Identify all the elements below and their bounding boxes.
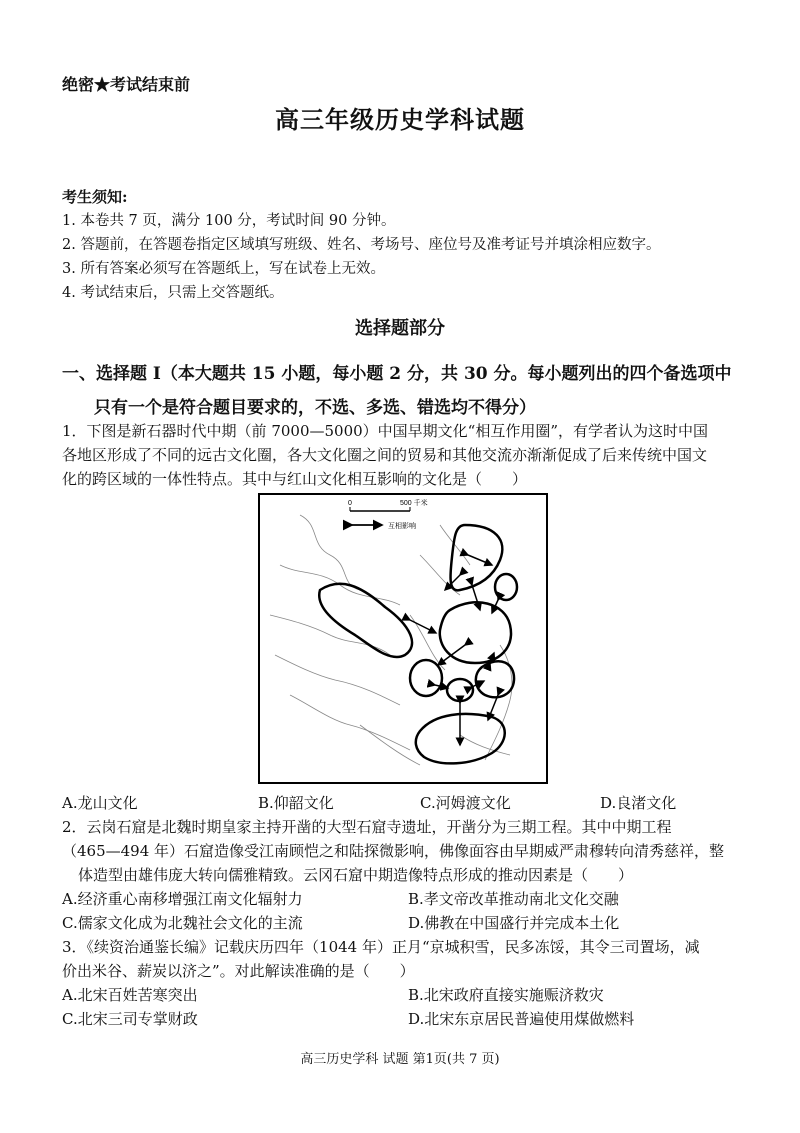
question-3-text: 3．《续资治通鉴长编》记载庆历四年（1044 年）正月“京城积雪，民多冻馁，其令三司置场，减 bbox=[62, 938, 700, 956]
culture-circle-northeast bbox=[450, 525, 502, 590]
culture-circle-northwest bbox=[319, 584, 412, 657]
legend bbox=[352, 521, 416, 530]
question-3-option-d[interactable]: D.北宋东京居民普遍使用煤做燃料 bbox=[408, 1010, 635, 1028]
culture-circle-west bbox=[410, 660, 442, 696]
page-footer: 高三历史学科 试题 第1页(共 7 页) bbox=[300, 1052, 500, 1067]
notice-item: 3. 所有答案必须写在答题纸上，写在试卷上无效。 bbox=[62, 261, 385, 277]
notice-item: 1. 本卷共 7 页，满分 100 分，考试时间 90 分钟。 bbox=[62, 213, 396, 229]
question-2-option-c[interactable]: C.儒家文化成为北魏社会文化的主流 bbox=[62, 914, 303, 932]
question-2-text: 2．云岗石窟是北魏时期皇家主持开凿的大型石窟寺遗址，开凿分为三期工程。其中中期工程 bbox=[62, 818, 672, 836]
culture-circle-east bbox=[476, 661, 514, 697]
question-3-option-b[interactable]: B.北宋政府直接实施赈济救灾 bbox=[408, 986, 604, 1004]
question-1-option-a[interactable]: A.龙山文化 bbox=[62, 794, 138, 812]
scale-bar bbox=[348, 498, 428, 511]
question-2-option-a[interactable]: A.经济重心南移增强江南文化辐射力 bbox=[62, 890, 303, 908]
culture-circle-central bbox=[440, 602, 511, 663]
culture-interaction-map bbox=[258, 493, 548, 784]
section-title: 选择题部分 bbox=[355, 318, 445, 339]
question-1-text: 化的跨区域的一体性特点。其中与红山文化相互影响的文化是（ ） bbox=[62, 470, 528, 488]
question-2-text: （465—494 年）石窟造像受江南顾恺之和陆探微影响，佛像面容由早期威严肃穆转向清秀慈祥，整 bbox=[62, 842, 725, 860]
notice-item: 2. 答题前，在答题卷指定区域填写班级、姓名、考场号、座位号及准考证号并填涂相应数字。 bbox=[62, 237, 661, 253]
culture-circle-middle bbox=[447, 679, 473, 701]
part-heading-continued: 只有一个是符合题目要求的，不选、多选、错选均不得分） bbox=[94, 398, 536, 418]
question-2-option-d[interactable]: D.佛教在中国盛行并完成本土化 bbox=[408, 914, 620, 932]
question-1-text: 各地区形成了不同的远古文化圈，各大文化圈之间的贸易和其他交流亦渐渐促成了后来传统中国文 bbox=[62, 446, 708, 464]
notice-item: 4. 考试结束后，只需上交答题纸。 bbox=[62, 285, 284, 301]
question-2-text: 体造型由雄伟庞大转向儒雅精致。云冈石窟中期造像特点形成的推动因素是（ ） bbox=[78, 866, 634, 884]
question-1-option-c[interactable]: C.河姆渡文化 bbox=[420, 794, 511, 812]
question-1-option-d[interactable]: D.良渚文化 bbox=[600, 794, 677, 812]
culture-circles bbox=[319, 525, 517, 763]
question-3-option-a[interactable]: A.北宋百姓苦寒突出 bbox=[62, 986, 198, 1004]
scale-zero: 0 bbox=[348, 500, 352, 507]
legend-label: 互相影响 bbox=[388, 523, 416, 530]
question-1-text: 1．下图是新石器时代中期（前 7000—5000）中国早期文化“相互作用圈”，有学者认为这时中国 bbox=[62, 422, 708, 440]
exam-title: 高三年级历史学科试题 bbox=[275, 105, 525, 134]
question-1-option-b[interactable]: B.仰韶文化 bbox=[258, 794, 334, 812]
question-2-option-b[interactable]: B.孝文帝改革推动南北文化交融 bbox=[408, 890, 619, 908]
part-heading: 一、选择题 I（本大题共 15 小题，每小题 2 分，共 30 分。每小题列出的四个备选项中 bbox=[62, 364, 732, 384]
map-background-lines bbox=[270, 515, 512, 765]
question-3-text: 价出米谷、薪炭以济之”。对此解读准确的是（ ） bbox=[62, 962, 415, 980]
culture-circle-bohai bbox=[495, 574, 517, 600]
question-3-option-c[interactable]: C.北宋三司专掌财政 bbox=[62, 1010, 198, 1028]
confidential-mark: 绝密★考试结束前 bbox=[62, 75, 191, 94]
notice-heading: 考生须知: bbox=[62, 188, 128, 206]
scale-label: 500 千米 bbox=[400, 500, 428, 507]
